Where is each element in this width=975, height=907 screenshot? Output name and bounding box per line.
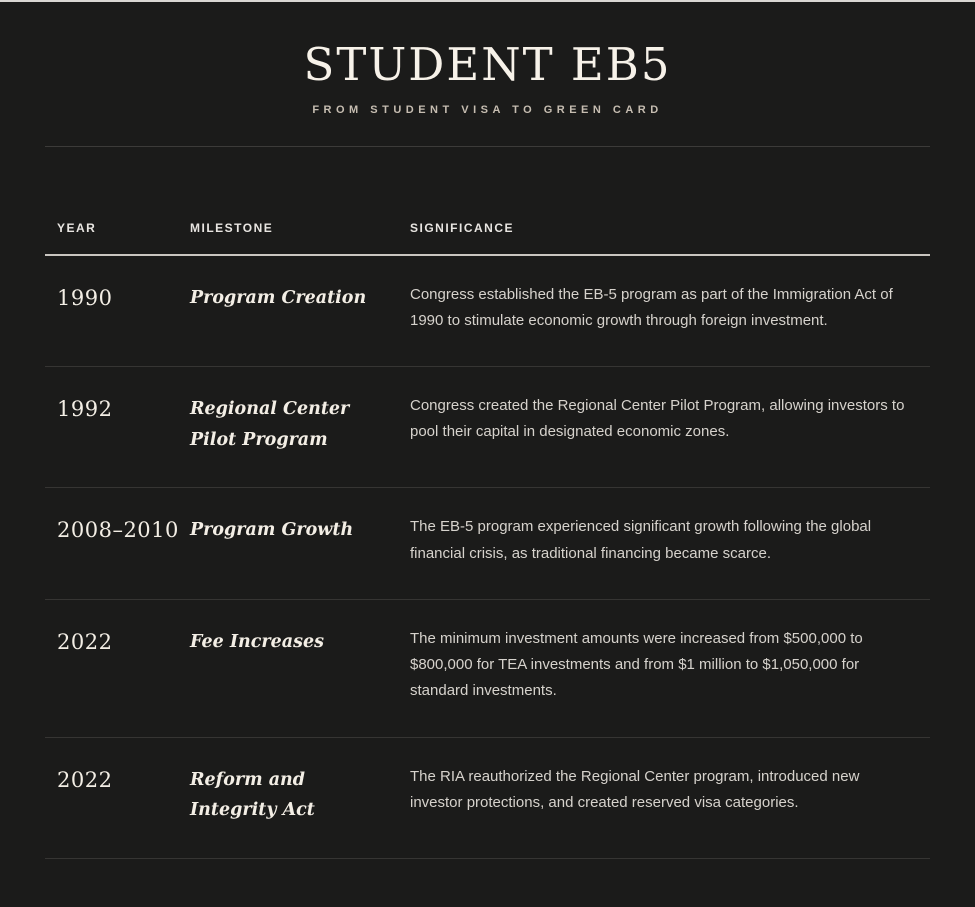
column-header-year: YEAR (57, 220, 97, 235)
significance-cell: The EB-5 program experienced significant growth following the global financial crisis, as traditional financing became scarce. (410, 518, 872, 562)
significance-cell: Congress created the Regional Center Pilot Program, allowing investors to pool their capital in designated economic zones. (410, 397, 905, 441)
page-title: STUDENT EB5 (303, 38, 672, 91)
table-row (45, 488, 930, 600)
timeline-table (45, 197, 930, 859)
page-header (0, 2, 975, 116)
column-header-significance: SIGNIFICANCE (410, 220, 515, 235)
header-divider (45, 146, 930, 147)
table-header-row (45, 197, 930, 256)
milestone-cell: Reform and Integrity Act (190, 769, 315, 821)
milestone-cell: Regional Center Pilot Program (190, 399, 350, 450)
year-cell: 2008–2010 (57, 518, 179, 543)
year-cell: 1992 (57, 397, 113, 421)
table-row (45, 738, 930, 859)
year-cell: 2022 (57, 629, 113, 654)
significance-cell: The minimum investment amounts were increased from $500,000 to $800,000 for TEA investments and from $1 million to $1,050,000 for standard investments. (410, 629, 863, 700)
milestone-cell: Program Growth (190, 520, 354, 541)
milestone-cell: Fee Increases (190, 631, 324, 652)
significance-cell: The RIA reauthorized the Regional Center program, introduced new investor protections, and created reserved visa categories. (410, 767, 860, 811)
table-row (45, 256, 930, 368)
year-cell: 2022 (57, 767, 113, 792)
significance-cell: Congress established the EB-5 program as part of the Immigration Act of 1990 to stimulate economic growth through foreign investment. (410, 285, 893, 329)
table-row (45, 367, 930, 488)
milestone-cell: Program Creation (190, 287, 367, 308)
table-row (45, 600, 930, 738)
column-header-milestone: MILESTONE (190, 220, 274, 235)
year-cell: 1990 (57, 285, 113, 310)
page-subtitle: FROM STUDENT VISA TO GREEN CARD (312, 103, 663, 116)
